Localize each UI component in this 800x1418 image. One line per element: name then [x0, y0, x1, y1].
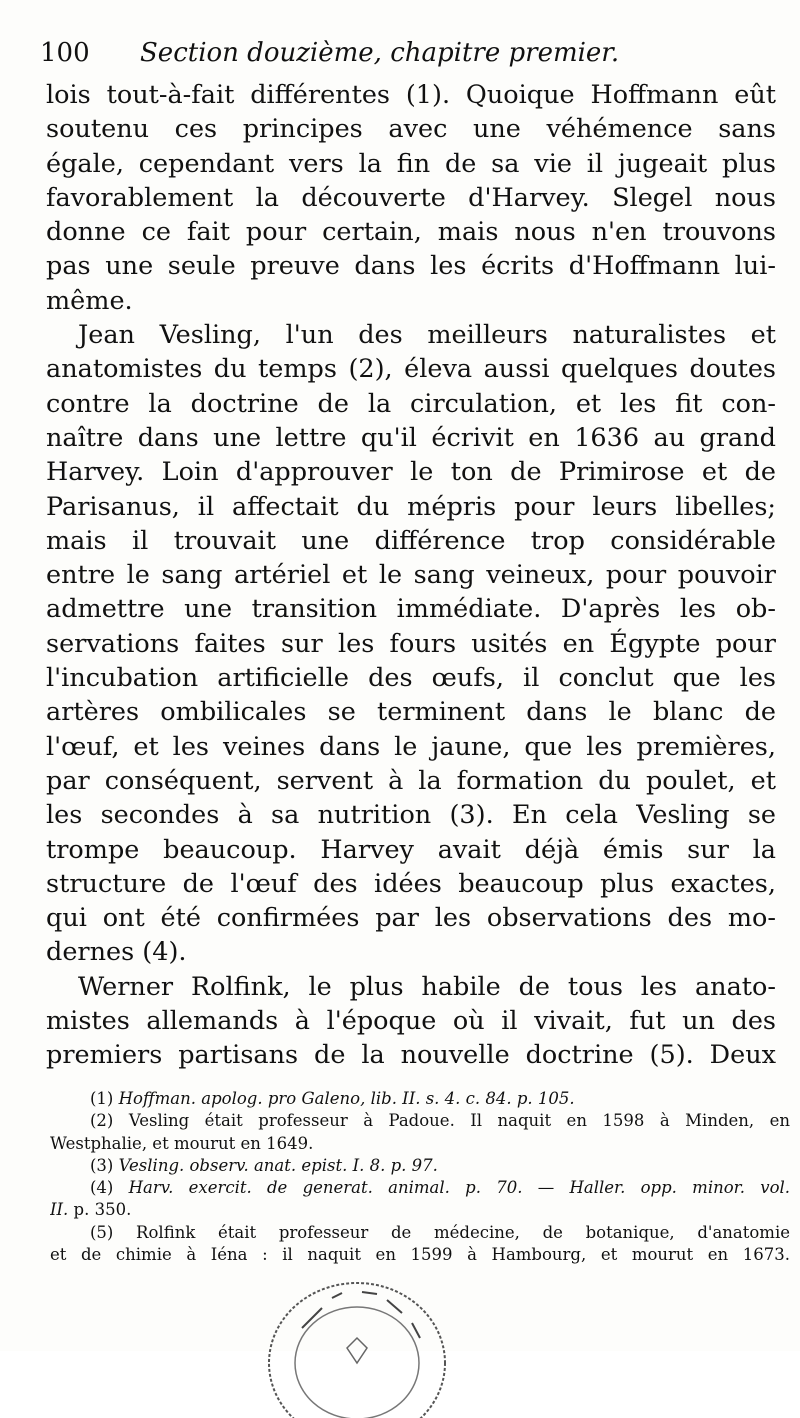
- footnote-3: [50, 1155, 790, 1177]
- text-line: les secondes à sa nutrition (3). En cela Vesling se: [46, 800, 776, 831]
- running-head: [40, 36, 780, 70]
- text-line: l'œuf, et les veines dans le jaune, que les premières,: [46, 731, 776, 762]
- footnote-4-line-2: [50, 1199, 790, 1221]
- text-line: servations faites sur les fours usités en Égypte pour: [46, 628, 776, 659]
- section-title: Section douzième, chapitre premier.: [140, 38, 620, 68]
- footnote-volume: II.: [50, 1200, 69, 1220]
- text-line: par conséquent, servent à la formation du poulet, et: [46, 765, 776, 796]
- library-stamp: [262, 1268, 452, 1418]
- text-line: égale, cependant vers la fin de sa vie il jugeait plus: [46, 148, 776, 179]
- page-number: 100: [40, 38, 90, 68]
- text-line: favorablement la découverte d'Harvey. Slegel nous: [46, 182, 776, 213]
- text-line: soutenu ces principes avec une véhémence sans: [46, 114, 776, 145]
- text-line: structure de l'œuf des idées beaucoup plus exactes,: [46, 868, 776, 899]
- text-line: Werner Rolfink, le plus habile de tous les anato-: [78, 971, 776, 1002]
- footnote-5-line-2: et de chimie à Iéna : il naquit en 1599 à Hambourg, et mourut en 1673.: [50, 1245, 790, 1265]
- text-line: dernes (4).: [46, 937, 187, 968]
- text-line: contre la doctrine de la circulation, et les fit con-: [46, 388, 776, 419]
- text-line: même.: [46, 285, 133, 316]
- text-line: trompe beaucoup. Harvey avait déjà émis sur la: [46, 834, 776, 865]
- body-text: [46, 78, 776, 1073]
- footnote-mark: (4): [90, 1178, 114, 1198]
- footnote-mark: (3): [90, 1155, 114, 1175]
- footnote-4-line-1: [50, 1177, 790, 1199]
- text-line: entre le sang artériel et le sang veineux, pour pouvoir: [46, 560, 776, 591]
- footnote-1: [50, 1088, 790, 1110]
- text-line: Harvey. Loin d'approuver le ton de Primirose et de: [46, 457, 776, 488]
- footnote-citation: Haller. opp. minor. vol.: [569, 1178, 790, 1198]
- text-line: lois tout-à-fait différentes (1). Quoique Hoffmann eût: [46, 80, 776, 110]
- text-line: admettre une transition immédiate. D'après les ob-: [46, 594, 776, 625]
- text-line: anatomistes du temps (2), éleva aussi quelques doutes: [46, 354, 776, 385]
- text-line: donne ce fait pour certain, mais nous n'en trouvons: [46, 217, 776, 248]
- text-line: Parisanus, il affectait du mépris pour leurs libelles;: [46, 491, 776, 522]
- text-line: naître dans une lettre qu'il écrivit en 1636 au grand: [46, 422, 776, 453]
- footnote-5-line-1: (5) Rolfink était professeur de médecine, de botanique, d'anatomie: [90, 1222, 790, 1242]
- text-line: artères ombilicales se terminent dans le blanc de: [46, 697, 776, 728]
- footnote-citation: Hoffman. apolog. pro Galeno, lib. II. s. 4. c. 84. p. 105.: [118, 1089, 575, 1108]
- footnote-2-line-1: (2) Vesling était professeur à Padoue. Il naquit en 1598 à Minden, en: [90, 1111, 790, 1131]
- footnote-citation: Vesling. observ. anat. epist. I. 8. p. 97.: [118, 1155, 438, 1175]
- footnotes: [50, 1088, 790, 1266]
- text-line: qui ont été confirmées par les observations des mo-: [46, 903, 776, 934]
- footnote-mark: (1): [90, 1089, 114, 1108]
- footnote-citation: Harv. exercit. de generat. animal. p. 70.: [128, 1178, 523, 1198]
- text-line: l'incubation artificielle des œufs, il conclut que les: [46, 663, 776, 694]
- footnote-dash: —: [537, 1178, 555, 1198]
- text-line: Jean Vesling, l'un des meilleurs naturalistes et: [78, 320, 776, 351]
- text-line: pas une seule preuve dans les écrits d'Hoffmann lui-: [46, 251, 776, 282]
- text-line: premiers partisans de la nouvelle doctrine (5). Deux: [46, 1040, 776, 1071]
- text-line: mais il trouvait une différence trop considérable: [46, 525, 776, 556]
- text-line: mistes allemands à l'époque où il vivait, fut un des: [46, 1006, 776, 1037]
- footnote-2-line-2: Westphalie, et mourut en 1649.: [50, 1133, 314, 1153]
- footnote-page: p. 350.: [73, 1200, 132, 1220]
